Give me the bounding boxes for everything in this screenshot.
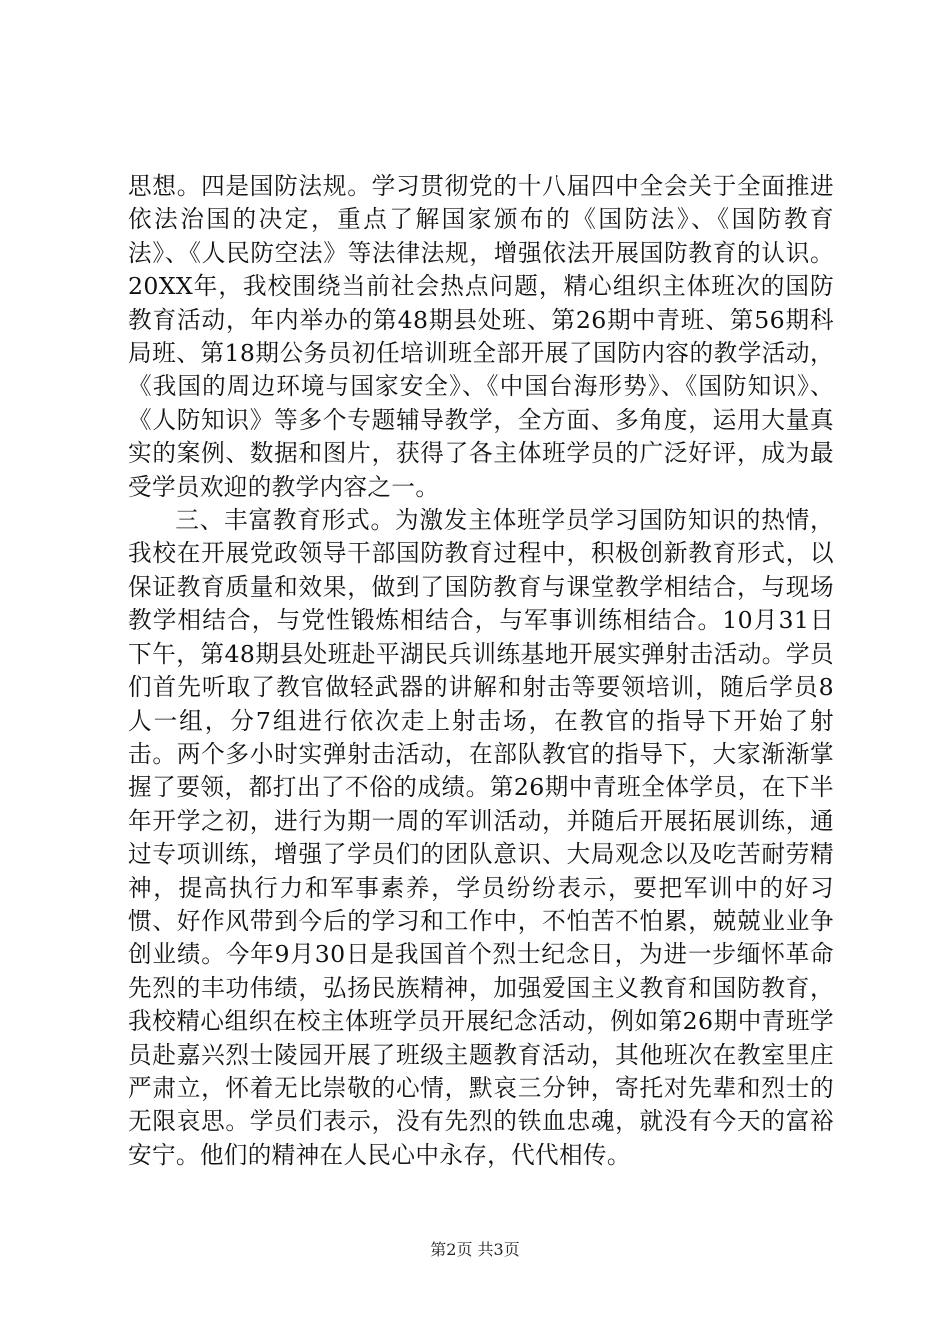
page-footer: 第2页 共3页 <box>430 1240 520 1259</box>
paragraph-national-defense-laws: 思想。四是国防法规。学习贯彻党的十八届四中全会关于全面推进依法治国的决定，重点了解国家颁布的《国防法》、《国防教育法》、《人民防空法》等法律法规，增强依法开展国防教育的认识。20XX年，我校围绕当前社会热点问题，精心组织主体班次的国防教育活动，年内举办的第48期县处班、第26期中青班、第56期科局班、第18期公务员初任培训班全部开展了国防内容的教学活动，《我国的周边环境与国家安全》、《中国台海形势》、《国防知识》、《人防知识》等多个专题辅导教学，全方面、多角度，运用大量真实的案例、数据和图片，获得了各主体班学员的广泛好评，成为最受学员欢迎的教学内容之一。 <box>128 172 834 501</box>
document-body <box>128 170 834 1172</box>
paragraph-education-forms: 三、丰富教育形式。为激发主体班学员学习国防知识的热情，我校在开展党政领导干部国防教育过程中，积极创新教育形式，以保证教育质量和效果，做到了国防教育与课堂教学相结合，与现场教学相结合，与党性锻炼相结合，与军事训练相结合。10月31日下午，第48期县处班赴平湖民兵训练基地开展实弹射击活动。学员们首先听取了教官做轻武器的讲解和射击等要领培训，随后学员8人一组，分7组进行依次走上射击场，在教官的指导下开始了射击。两个多小时实弹射击活动，在部队教官的指导下，大家渐渐掌握了要领，都打出了不俗的成绩。第26期中青班全体学员，在下半年开学之初，进行为期一周的军训活动，并随后开展拓展训练，通过专项训练，增强了学员们的团队意识、大局观念以及吃苦耐劳精神，提高执行力和军事素养，学员纷纷表示，要把军训中的好习惯、好作风带到今后的学习和工作中，不怕苦不怕累，兢兢业业争创业绩。今年9月30日是我国首个烈士纪念日，为进一步缅怀革命先烈的丰功伟绩，弘扬民族精神，加强爱国主义教育和国防教育，我校精心组织在校主体班学员开展纪念活动，例如第26期中青班学员赴嘉兴烈士陵园开展了班级主题教育活动，其他班次在教室里庄严肃立，怀着无比崇敬的心情，默哀三分钟，寄托对先辈和烈士的无限哀思。学员们表示，没有先烈的铁血忠魂，就没有今天的富裕安宁。他们的精神在人民心中永存，代代相传。 <box>128 506 834 1169</box>
